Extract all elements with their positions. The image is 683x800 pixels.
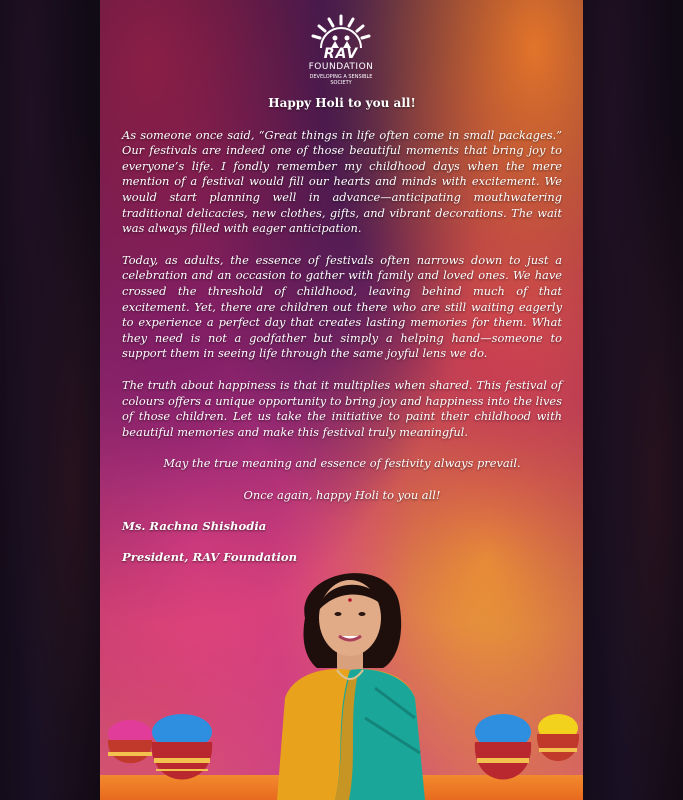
letter-greeting: Happy Holi to you all!	[268, 96, 416, 110]
holi-greeting-card	[100, 0, 583, 800]
letter-paragraph-3: The truth about happiness is that it multiplies when shared. This festival of colours offers a unique opportunity to bring joy and happiness into the lives of those children. Let us take the initiative to paint their childhood with beautiful memories and make this festival truly meaningful.	[122, 377, 562, 439]
signature-title: President, RAV Foundation	[122, 550, 298, 565]
rav-foundation-logo	[305, 12, 377, 88]
color-pots-left	[100, 700, 230, 800]
letter-paragraph-4: May the true meaning and essence of festivity always prevail.	[163, 456, 521, 471]
logo-org-name: FOUNDATION	[308, 62, 374, 72]
left-backdrop	[0, 0, 100, 800]
logo-brand-name: RAV	[323, 46, 359, 62]
color-pots-right	[463, 700, 583, 800]
signature-name: Ms. Rachna Shishodia	[122, 519, 267, 534]
letter-paragraph-5: Once again, happy Holi to you all!	[243, 487, 441, 502]
letter-paragraph-2: Today, as adults, the essence of festivals often narrows down to just a celebration and an occasion to gather with family and loved ones. We have crossed the threshold of childhood, leaving behind much of that excitement. Yet, there are children out there who are still waiting eagerly to experience a perfect day that creates lasting memories for them. What they need is not a godfather but simply a helping hand—someone to support them in seeing life through the same joyful lens we do.	[122, 252, 562, 361]
logo-tagline: DEVELOPING A SENSIBLE SOCIETY	[309, 74, 373, 86]
letter-body	[122, 96, 562, 581]
right-backdrop	[583, 0, 683, 800]
president-portrait	[265, 548, 435, 800]
letter-paragraph-1: As someone once said, “Great things in life often come in small packages.” Our festivals are indeed one of those beautiful moments that bring joy to everyone’s life. I fondly remember my childhood days when the mere mention of a festival would fill our hearts and minds with excitement. We would start planning well in advance—anticipating mouthwatering traditional delicacies, new clothes, gifts, and vibrant decorations. The wait was always filled with eager anticipation.	[122, 127, 562, 236]
